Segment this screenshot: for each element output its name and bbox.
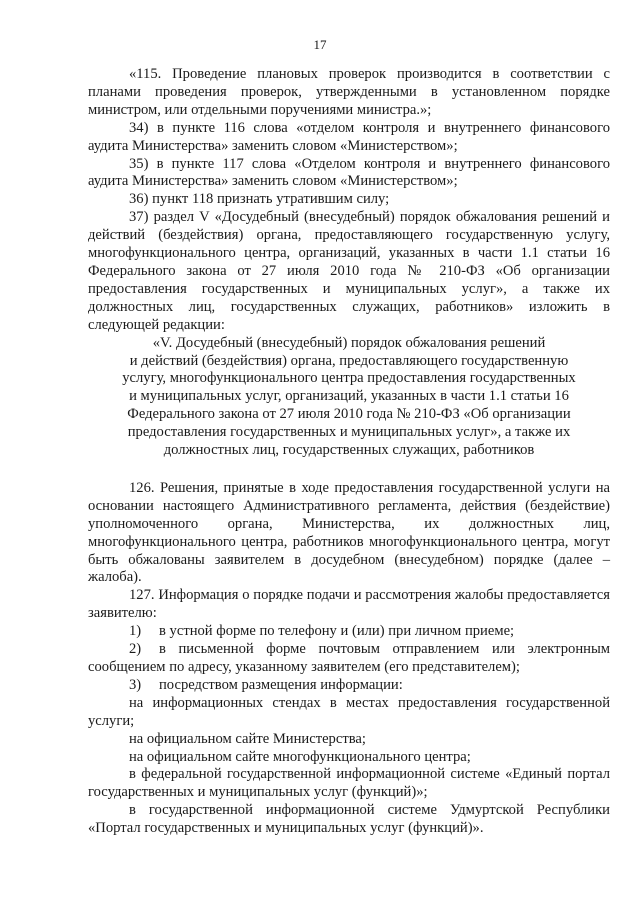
paragraph-mfc-site: на официальном сайте многофункционального центра; (129, 748, 471, 765)
document-body (88, 66, 610, 838)
list-item-number: 3) (129, 676, 142, 693)
list-item (88, 623, 610, 641)
section-heading (88, 335, 610, 460)
paragraph-info-stands: на информационных стендах в местах предоставления государственной услуги; (88, 694, 610, 729)
list-item-number: 1) (129, 623, 142, 640)
list-item (88, 677, 610, 695)
heading-spacer (88, 460, 610, 480)
paragraph-126: 126. Решения, принятые в ходе предоставления государственной услуги на основании настоящего Административного регламента, действия (бездействие) уполномоченного органа, Министерства, их должностных лиц, многофункционального центра, работников многофункционального центра, могут быть обжалованы заявителем в досудебном (внесудебном) порядке (далее – жалоба). (88, 479, 610, 586)
list-item-text: в письменной форме почтовым отправлением или электронным сообщением по адресу, указанному заявителем (его представителем); (88, 641, 610, 675)
paragraph-item-36: 36) пункт 118 признать утратившим силу; (129, 191, 390, 208)
section-heading-line: и муниципальных услуг, организаций, указанных в части 1.1 статьи 16 (129, 388, 569, 405)
section-heading-line: услугу, многофункционального центра предоставления государственных (122, 370, 576, 387)
list-item (88, 641, 610, 677)
section-heading-line: должностных лиц, государственных служащих, работников (163, 442, 535, 459)
section-heading-line: Федерального закона от 27 июля 2010 года № 210-ФЗ «Об организации (127, 406, 571, 423)
section-heading-line: «V. Досудебный (внесудебный) порядок обжалования решений (152, 334, 546, 351)
paragraph-ministry-site: на официальном сайте Министерства; (129, 730, 366, 747)
list-item-text: посредством размещения информации: (159, 676, 403, 693)
list-item-number: 2) (129, 641, 142, 658)
paragraph-federal-portal: в федеральной государственной информационной системе «Единый портал государственных и муниципальных услуг (функций)»; (88, 766, 610, 801)
section-heading-line: предоставления государственных и муниципальных услуг», а также их (127, 424, 571, 441)
list-item-text: в устной форме по телефону и (или) при личном приеме; (159, 623, 515, 640)
paragraph-item-37: 37) раздел V «Досудебный (внесудебный) порядок обжалования решений и действий (бездействия) органа, предоставляющего государственную услугу, многофункционального центра, организаций, указанных в части 1.1 статьи 16 Федерального закона от 27 июля 2010 года № 210-ФЗ «Об организации предоставления государственных и муниципальных услуг», а также их должностных лиц, государственных служащих, работников» изложить в следующей редакции: (88, 209, 610, 333)
paragraph-regional-portal: в государственной информационной системе Удмуртской Республики «Портал государственных и муниципальных услуг (функций)». (88, 802, 610, 837)
paragraph-item-35: 35) в пункте 117 слова «Отделом контроля и внутреннего финансового аудита Министерства» заменить словом «Министерством»; (88, 155, 610, 190)
paragraph-127: 127. Информация о порядке подачи и рассмотрения жалобы предоставляется заявителю: (88, 587, 610, 622)
paragraph-115: «115. Проведение плановых проверок производится в соответствии с планами проведения проверок, утвержденными в установленном порядке министром, или отдельными поручениями министра.»; (88, 66, 610, 118)
section-heading-line: и действий (бездействия) органа, предоставляющего государственную (129, 352, 569, 369)
page-number: 17 (313, 37, 327, 52)
paragraph-item-34: 34) в пункте 116 слова «отделом контроля и внутреннего финансового аудита Министерства» заменить словом «Министерством»; (88, 119, 610, 154)
